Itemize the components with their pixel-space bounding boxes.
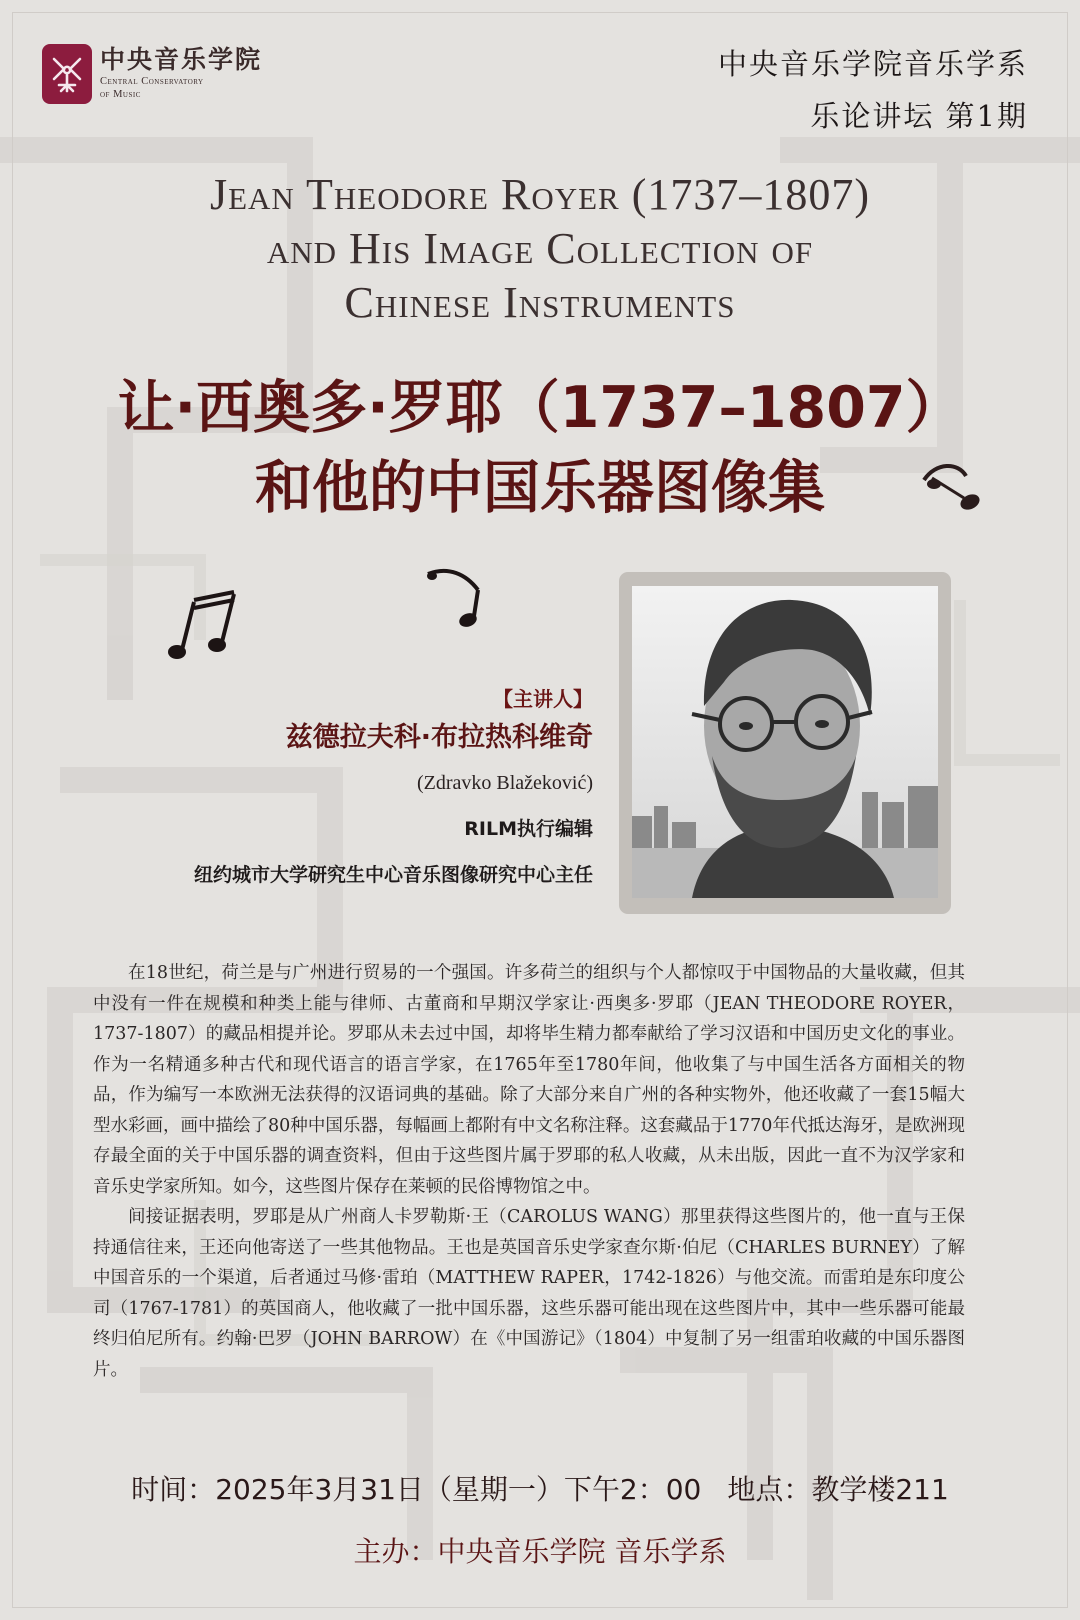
place-value: 教学楼211 — [811, 1473, 949, 1506]
conservatory-emblem-icon — [42, 44, 92, 104]
abstract-paragraph-1: 在18世纪，荷兰是与广州进行贸易的一个强国。许多荷兰的组织与个人都惊叹于中国物品的大量收藏，但其中没有一件在规模和种类上能与律师、古董商和早期汉学家让·西奥多·罗耶（JEAN THEODORE ROYER，1737-1807）的藏品相提并论。罗耶从未去过中国，却将毕生精力都奉献给了学习汉语和中国历史文化的事业。作为一名精通多种古代和现代语言的语言学家，在1765年至1780年间，他收集了与中国生活各方面相关的物品，作为编写一本欧洲无法获得的汉语词典的基础。除了大部分来自广州的各种实物外，他还收藏了一套15幅大型水彩画，画中描绘了80种中国乐器，每幅画上都附有中文名称注释。这套藏品于1770年代抵达海牙，是欧洲现存最全面的关于中国乐器的调查资料，但由于这些图片属于罗耶的私人收藏，从未出版，因此一直不为汉学家和音乐史学家所知。如今，这些图片保存在莱顿的民俗博物馆之中。 — [93, 963, 965, 1197]
english-title-line-3: Chinese Instruments — [344, 278, 736, 327]
conservatory-logo — [42, 44, 262, 104]
speaker-name-chinese: 兹德拉夫科·布拉热科维奇 — [285, 722, 593, 753]
host-label: 主办： — [353, 1535, 438, 1568]
time-label: 时间： — [131, 1473, 216, 1506]
music-note-icon-eighth — [426, 566, 498, 630]
english-title-line-2: and His Image Collection of — [266, 224, 814, 273]
speaker-info — [194, 682, 593, 898]
host-value: 中央音乐学院 音乐学系 — [437, 1535, 727, 1568]
abstract-paragraph-2: 间接证据表明，罗耶是从广州商人卡罗勒斯·王（CAROLUS WANG）那里获得这些图片的，他一直与王保持通信往来，王还向他寄送了一些其他物品。王也是英国音乐史学家查尔斯·伯尼（CHARLES BURNEY）了解中国音乐的一个渠道，后者通过马修·雷珀（MATTHEW RAPER，1742-1826）与他交流。而雷珀是东印度公司（1767-1781）的英国商人，他收藏了一批中国乐器，这些乐器可能出现在这些图片中，其中一些乐器可能最终归伯尼所有。约翰·巴罗（JOHN BARROW）在《中国游记》（1804）中复制了另一组雷珀收藏的中国乐器图片。 — [93, 1207, 965, 1380]
speaker-role-label: 【主讲人】 — [493, 687, 593, 711]
logo-english-name — [100, 76, 262, 100]
chinese-title-line-2: 和他的中国乐器图像集 — [255, 455, 825, 521]
department-header — [718, 38, 1028, 142]
chinese-title — [40, 368, 1040, 528]
speaker-name-english: (Zdravko Blažeković) — [416, 772, 593, 794]
speaker-title-rilm: RILM执行编辑 — [464, 818, 593, 840]
music-note-icon-beamed — [164, 590, 244, 666]
speaker-photo — [619, 572, 951, 914]
lecture-abstract — [93, 958, 965, 1385]
time-value: 2025年3月31日（星期一）下午2：00 — [215, 1473, 702, 1506]
english-title-line-1: Jean Theodore Royer (1737–1807) — [209, 170, 871, 219]
speaker-portrait-image — [632, 586, 938, 898]
event-time-place — [0, 1468, 1080, 1508]
english-title — [40, 168, 1040, 330]
department-name: 中央音乐学院音乐学系 — [717, 47, 1028, 81]
speaker-title-cuny: 纽约城市大学研究生中心音乐图像研究中心主任 — [193, 864, 593, 886]
logo-english-line-2: of Music — [100, 88, 141, 100]
chinese-title-line-1: 让·西奥多·罗耶（1737–1807） — [117, 375, 963, 441]
music-note-icon-title — [918, 458, 984, 520]
lecture-series: 乐论讲坛 第1期 — [810, 99, 1028, 133]
place-label: 地点： — [727, 1473, 812, 1506]
logo-chinese-name: 中央音乐学院 — [100, 45, 263, 75]
logo-english-line-1: Central Conservatory — [100, 76, 204, 88]
event-host — [0, 1530, 1080, 1570]
